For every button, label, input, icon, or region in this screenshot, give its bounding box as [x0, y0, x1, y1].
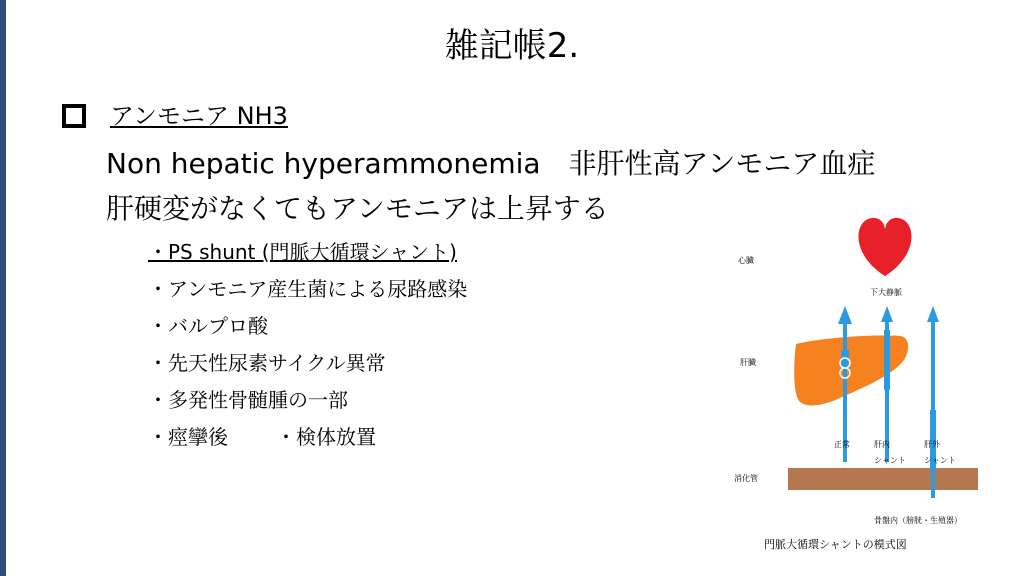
liver-label: 肝臓 — [740, 358, 756, 367]
heart-icon — [858, 218, 911, 276]
heading-text: アンモニア NH3 — [110, 102, 288, 130]
gi-tract-bar — [788, 468, 978, 490]
heart-label: 心臓 — [738, 256, 754, 265]
section-heading — [62, 100, 288, 132]
pelvis-label: 骨盤内（膀胱・生殖器） — [874, 516, 962, 525]
list-item: ・多発性骨髄腫の一部 — [148, 388, 348, 412]
subtitle-line-2: 肝硬変がなくてもアンモニアは上昇する — [106, 192, 609, 225]
list-item-ps-shunt: ・PS shunt (門脈大循環シャント) — [148, 240, 457, 264]
intrahepatic-shunt-arrow — [881, 306, 893, 462]
subtitle-line-1: Non hepatic hyperammonemia 非肝性高アンモニア血症 — [106, 147, 876, 180]
list-item-sample-standing: ・検体放置 — [276, 425, 376, 449]
ivc-label: 下大静脈 — [870, 288, 902, 297]
cause-list — [148, 234, 467, 456]
intrahepatic-label-2: シャント — [874, 456, 906, 465]
liver-shape — [794, 335, 908, 405]
list-item-post-seizure: ・痙攣後 — [148, 425, 228, 449]
intrahepatic-label: 肝内 — [874, 440, 890, 449]
list-item: ・先天性尿素サイクル異常 — [148, 351, 386, 375]
checkbox-icon — [62, 104, 86, 128]
slide-left-border — [0, 0, 6, 576]
shunt-diagram-svg — [722, 210, 1002, 560]
gi-label: 消化管 — [734, 474, 758, 483]
list-item: ・アンモニア産生菌による尿路感染 — [148, 277, 468, 301]
list-item-last — [148, 419, 467, 456]
list-item: ・バルプロ酸 — [148, 314, 268, 338]
slide-title: 雑記帳2. — [444, 26, 580, 66]
extrahepatic-label-2: シャント — [924, 456, 956, 465]
diagram-caption: 門脈大循環シャントの模式図 — [764, 538, 907, 551]
shunt-diagram — [722, 210, 1002, 560]
normal-label: 正常 — [834, 440, 850, 449]
extrahepatic-label: 肝外 — [924, 440, 940, 449]
